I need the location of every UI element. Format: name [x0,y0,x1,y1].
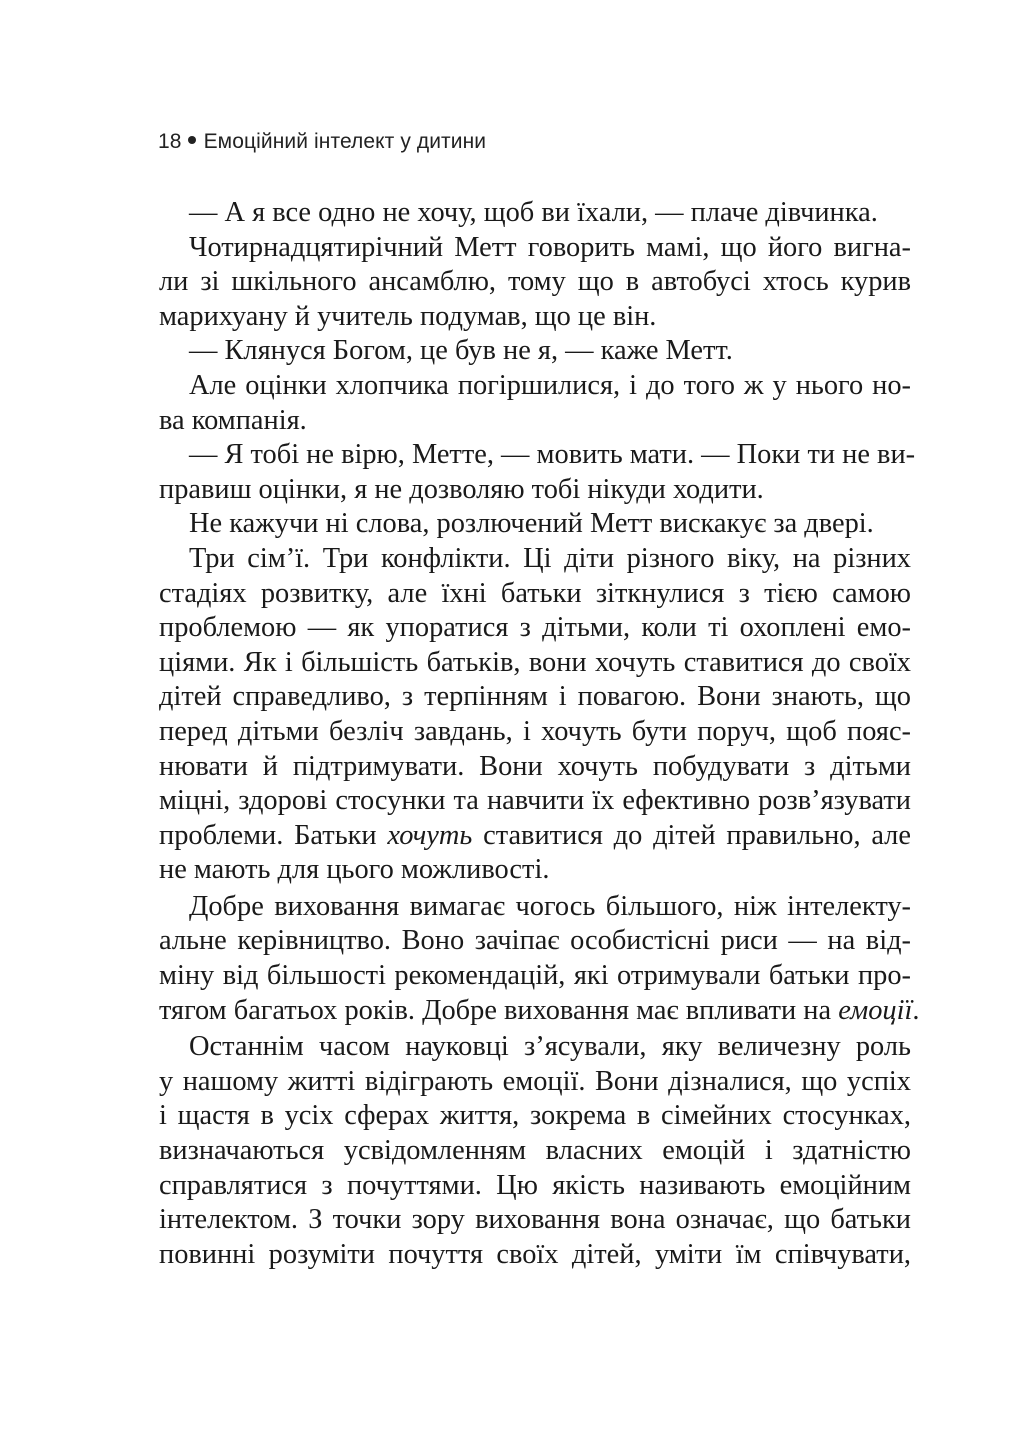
text-line: Але оцінки хлопчика погіршилися, і до того ж у нього но- [189,369,911,401]
text-line: міну від більшості рекомендацій, які отримували батьки про- [159,960,911,992]
text-line: ли зі шкільного ансамблю, тому що в автобусі хтось курив [159,266,911,298]
text-line: стадіях розвитку, але їхні батьки зіткнулися з тією самою [159,577,911,609]
text-line: правиш оцінки, я не дозволяю тобі нікуди ходити. [159,473,764,505]
text-line: міцні, здорові стосунки та навчити їх ефективно розв’язувати [159,785,911,817]
text-segment: . [912,994,920,1026]
bullet-separator-icon [188,136,196,144]
text-line: — А я все одно не хочу, щоб ви їхали, — плаче дівчинка. [189,197,878,228]
text-line: і щастя в усіх сферах життя, зокрема в сімейних стосунках, [159,1100,911,1132]
text-segment: тягом багатьох років. Добре виховання має впливати на [159,994,832,1026]
text-line: перед дітьми безліч завдань, і хочуть бути поруч, щоб пояс- [159,715,911,747]
text-line: Добре виховання вимагає чогось більшого, ніж інтелекту- [189,890,911,922]
text-line: нювати й підтримувати. Вони хочуть побудувати з дітьми [159,750,911,782]
text-line: не мають для цього можливості. [159,854,550,886]
body-text [159,196,920,1272]
page-number: 18 [158,130,182,153]
book-title: Емоційний інтелект у дитини [203,130,487,153]
text-line: визначаються усвідомленням власних емоцій і здатністю [159,1135,911,1167]
text-line: альне керівництво. Воно зачіпає особистісні риси — на від- [159,925,911,957]
text-line: дітей справедливо, з терпінням і повагою. Вони знають, що [159,681,911,713]
text-line: інтелектом. З точки зору виховання вона означає, що батьки [159,1204,911,1236]
text-line: справлятися з почуттями. Цю якість називають емоційним [159,1169,911,1201]
text-line: Останнім часом науковці з’ясували, яку величезну роль [189,1031,911,1063]
text-line [159,994,920,1029]
text-line: ва компанія. [159,404,307,436]
text-line: у нашому житті відіграють емоції. Вони дізналися, що успіх [159,1065,911,1097]
text-line: Три сім’ї. Три конфлікти. Ці діти різного віку, на різних [189,542,911,574]
text-line: Чотирнадцятирічний Метт говорить мамі, що його вигна- [189,231,911,263]
emphasis-text: емоції [838,994,913,1026]
text-line: — Клянуся Богом, це був не я, — каже Метт. [189,335,733,367]
text-line: проблемою — як упоратися з дітьми, коли ті охоплені емо- [159,612,911,644]
emphasis-text: хочуть [387,819,473,851]
text-line: — Я тобі не вірю, Метте, — мовить мати. — Поки ти не ви- [189,439,916,471]
running-header [158,130,486,154]
text-line: повинні розуміти почуття своїх дітей, уміти їм співчувати, [159,1238,911,1270]
text-line [159,819,911,854]
text-segment: ставитися до дітей правильно, але [483,819,911,851]
text-line: марихуану й учитель подумав, що це він. [159,300,657,332]
text-line: ціями. Як і більшість батьків, вони хочуть ставитися до своїх [159,646,911,678]
text-line: Не кажучи ні слова, розлючений Метт вискакує за двері. [189,508,874,540]
text-segment: проблеми. Батьки [159,819,377,851]
